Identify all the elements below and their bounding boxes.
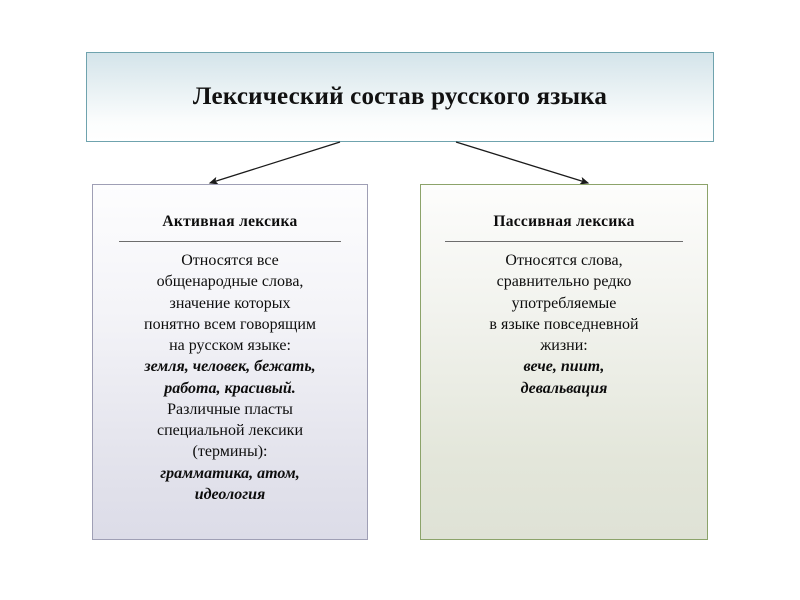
title-box: [86, 52, 714, 142]
text-line: общенародные слова,: [156, 273, 304, 291]
arrow-to-active-lexicon: [210, 142, 340, 183]
passive-lexicon-body: [489, 250, 638, 399]
text-line: работа, красивый.: [164, 379, 296, 397]
active-lexicon-body: [144, 250, 316, 505]
arrow-to-passive-lexicon: [456, 142, 588, 183]
passive-lexicon-header: Пассивная лексика: [493, 213, 635, 230]
active-lexicon-divider: [119, 241, 341, 242]
text-line: понятно всем говорящим: [144, 315, 316, 333]
text-line: (термины):: [192, 443, 268, 461]
text-line: специальной лексики: [157, 422, 303, 440]
text-line: Относятся слова,: [505, 252, 623, 269]
text-line: сравнительно редко: [496, 273, 632, 291]
active-lexicon-header: Активная лексика: [162, 213, 298, 230]
text-line: грамматика, атом,: [160, 464, 300, 482]
text-line: идеология: [194, 485, 266, 503]
text-line: Относятся все: [181, 252, 279, 269]
page-title: Лексический состав русского языка: [192, 83, 608, 110]
passive-lexicon-box: [420, 184, 708, 540]
text-line: значение которых: [169, 294, 291, 312]
text-line: жизни:: [540, 337, 588, 355]
text-line: вече, пиит,: [523, 358, 605, 376]
text-line: Различные пласты: [167, 400, 293, 418]
text-line: земля, человек, бежать,: [144, 358, 316, 376]
text-line: в языке повседневной: [489, 315, 639, 333]
passive-lexicon-divider: [445, 241, 683, 242]
text-line: на русском языке:: [169, 337, 291, 355]
text-line: девальвация: [520, 379, 608, 397]
text-line: употребляемые: [511, 294, 617, 312]
active-lexicon-box: [92, 184, 368, 540]
